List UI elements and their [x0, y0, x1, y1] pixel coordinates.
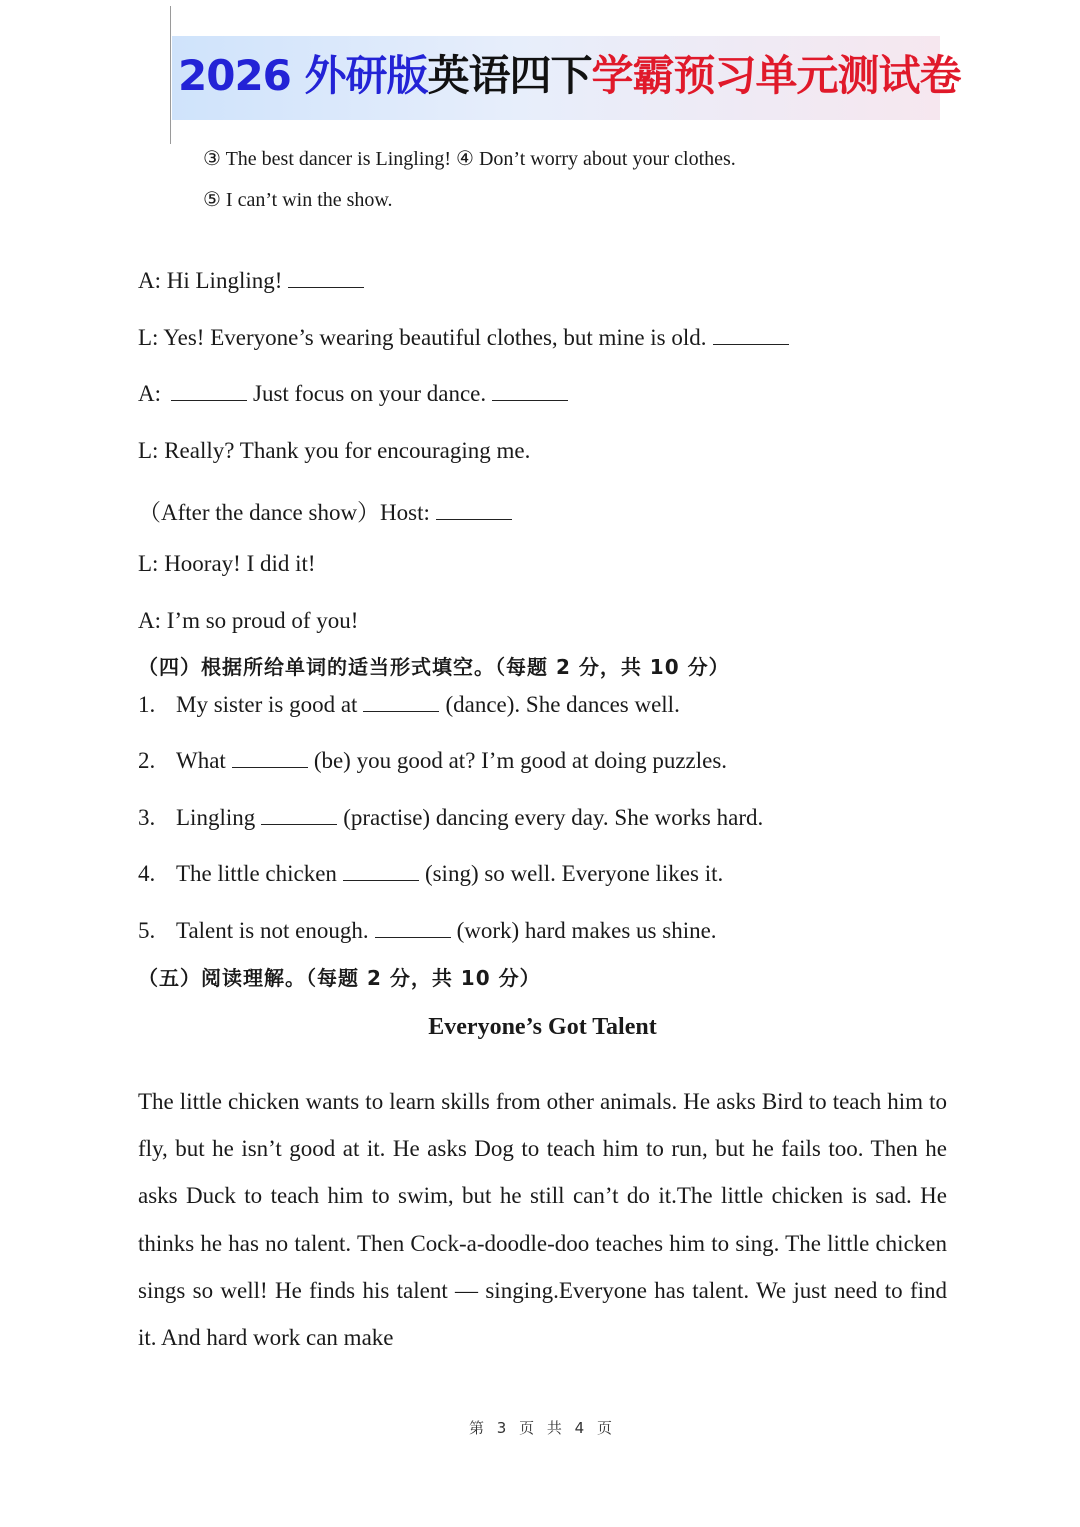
answer-blank[interactable]: [492, 382, 568, 401]
dialogue-text: L: Yes! Everyone’s wearing beautiful clothes, but mine is old.: [138, 325, 707, 350]
fill-item-2: [138, 748, 727, 774]
banner-title-red: 学霸预习单元测试卷: [591, 51, 961, 100]
item-text-after: (sing) so well. Everyone likes it.: [424, 861, 724, 886]
dialogue-line-7: A: I’m so proud of you!: [138, 608, 359, 633]
answer-blank[interactable]: [261, 806, 337, 825]
banner-title: [178, 46, 961, 106]
item-text-before: Talent is not enough.: [176, 918, 369, 943]
margin-line: [170, 6, 171, 144]
dialogue-line-3: [138, 381, 568, 407]
answer-blank[interactable]: [713, 326, 789, 345]
banner-title-black: 英语四下: [427, 51, 592, 100]
item-number: 4.: [138, 861, 156, 886]
item-text-after: (practise) dancing every day. She works hard.: [343, 805, 764, 830]
dialogue-line-6: L: Hooray! I did it!: [138, 551, 316, 576]
answer-blank[interactable]: [343, 862, 419, 881]
options-line-1: ③ The best dancer is Lingling! ④ Don’t worry about your clothes.: [203, 148, 736, 170]
answer-blank[interactable]: [436, 501, 512, 520]
banner-title-blue: 2026 外研版: [178, 51, 428, 100]
answer-blank[interactable]: [171, 382, 247, 401]
dialogue-text: A: Hi Lingling!: [138, 268, 283, 293]
item-text-before: Lingling: [176, 805, 256, 830]
options-line-2: ⑤ I can’t win the show.: [203, 189, 393, 211]
page-footer: 第 3 页 共 4 页: [469, 1419, 616, 1437]
fill-item-4: [138, 861, 723, 887]
item-number: 2.: [138, 748, 156, 773]
item-number: 1.: [138, 692, 156, 717]
answer-blank[interactable]: [288, 269, 364, 288]
item-text-before: My sister is good at: [176, 692, 358, 717]
fill-item-5: [138, 918, 717, 944]
fill-item-1: [138, 692, 680, 718]
dialogue-line-2: [138, 325, 789, 351]
dialogue-line-5: [138, 494, 512, 527]
dialogue-text: （After the dance show）Host:: [138, 500, 430, 525]
answer-blank[interactable]: [363, 693, 439, 712]
title-banner: [172, 36, 961, 120]
passage-title: Everyone’s Got Talent: [428, 1014, 657, 1040]
item-text-after: (work) hard makes us shine.: [456, 918, 717, 943]
reading-passage: [138, 1078, 947, 1361]
item-text-after: (be) you good at? I’m good at doing puzzles.: [313, 748, 728, 773]
item-number: 5.: [138, 918, 156, 943]
passage-text: The little chicken wants to learn skills from other animals. He asks Bird to teach him to fly, but he isn’t good at it. He asks Dog to teach him to run, but he fails too. Then he asks Duck to teach him to swim, but he still can’t do it.The little chicken is sad. He thinks he has no talent. Then Cock-a-doodle-doo teaches him to sing. The little chicken sings so well! He finds his talent — singing.Everyone has talent. We just need to find it. And hard work can make: [138, 1089, 947, 1351]
section-4-heading: （四）根据所给单词的适当形式填空。（每题 2 分，共 10 分）: [138, 655, 730, 679]
item-text-before: The little chicken: [176, 861, 337, 886]
dialogue-text: Just focus on your dance.: [253, 381, 487, 406]
item-text-after: (dance). She dances well.: [445, 692, 680, 717]
answer-blank[interactable]: [375, 919, 451, 938]
dialogue-text: A:: [138, 381, 161, 406]
dialogue-line-4: L: Really? Thank you for encouraging me.: [138, 438, 531, 463]
fill-item-3: [138, 805, 763, 831]
dialogue-line-1: [138, 268, 364, 294]
answer-blank[interactable]: [232, 749, 308, 768]
item-text-before: What: [176, 748, 226, 773]
item-number: 3.: [138, 805, 156, 830]
section-5-heading: （五）阅读理解。（每题 2 分，共 10 分）: [138, 966, 541, 990]
